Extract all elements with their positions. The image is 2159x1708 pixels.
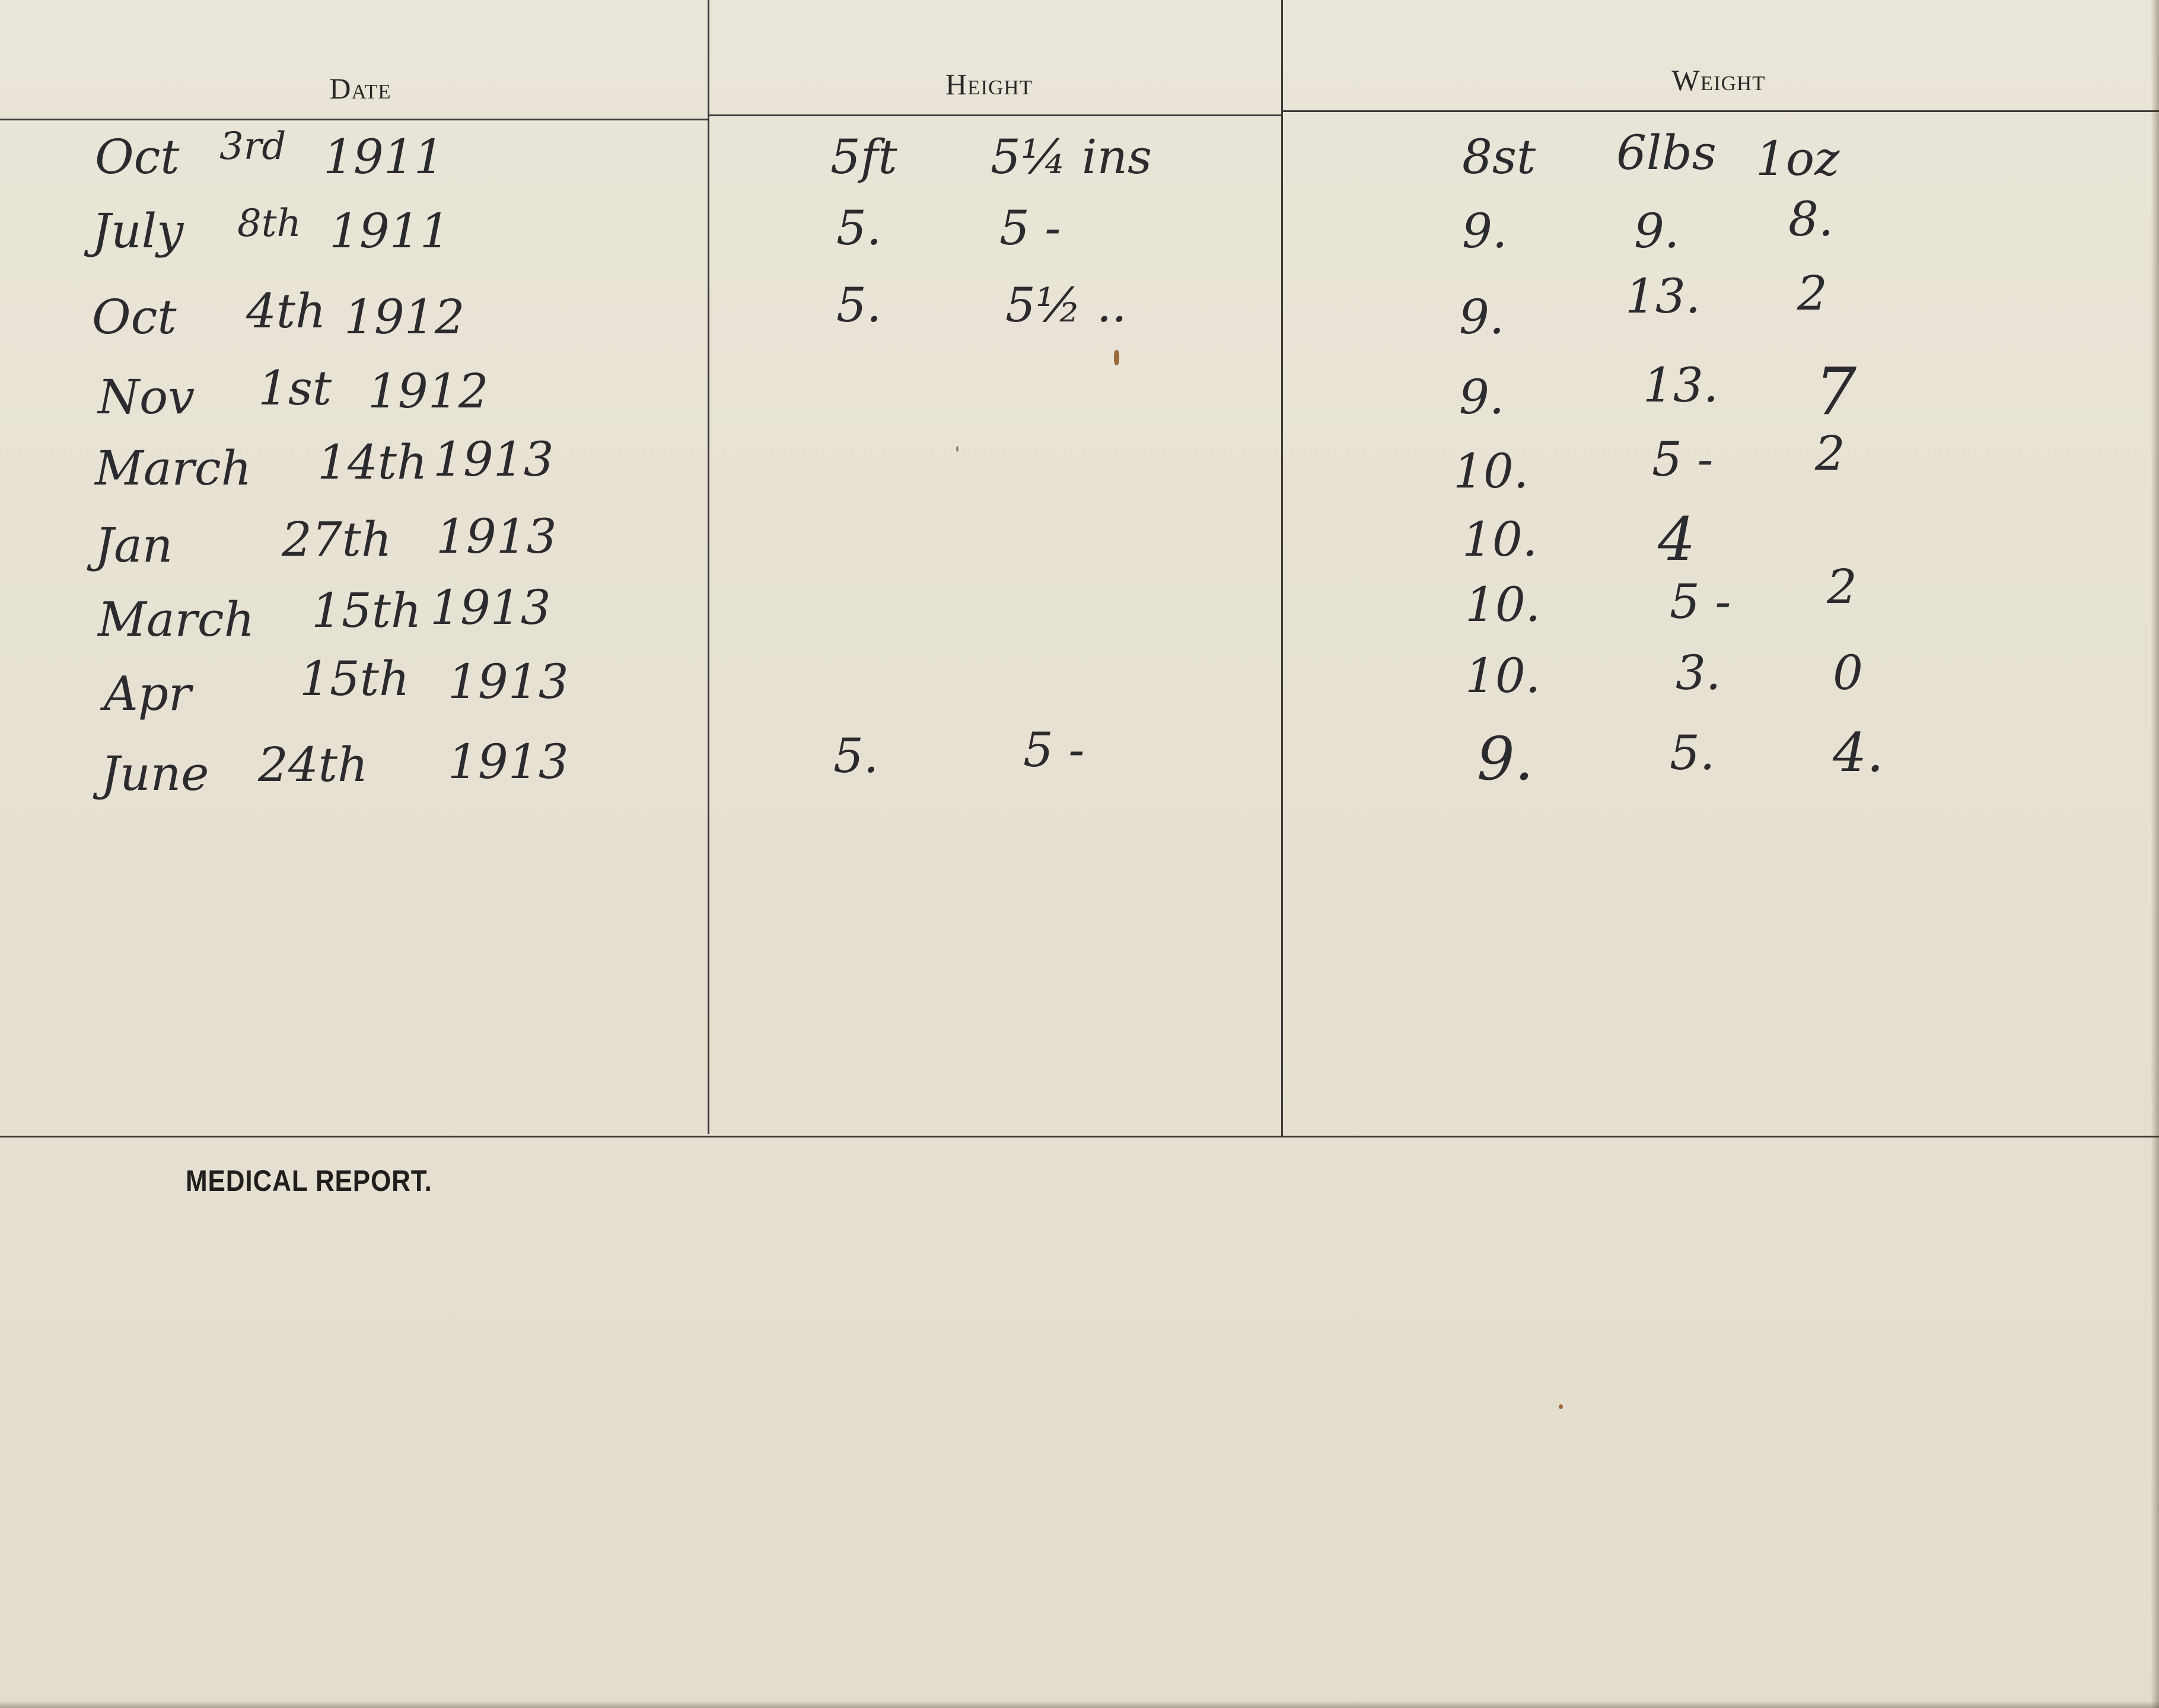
weight-stone: 9.: [1459, 369, 1505, 425]
height-column-header: Height: [945, 68, 1033, 101]
column-divider-height-weight: [1281, 0, 1283, 1137]
weight-ounces: 8.: [1788, 192, 1834, 247]
date-year: 1911: [323, 129, 444, 184]
height-inches: 5 -: [1023, 722, 1085, 777]
date-month: Apr: [104, 666, 192, 721]
paper-speck: [1114, 350, 1119, 365]
date-day: 4th: [246, 283, 326, 339]
date-year: 1912: [368, 364, 489, 419]
date-day: 15th: [311, 583, 422, 638]
weight-stone: 8st: [1462, 129, 1536, 184]
date-month: June: [101, 746, 209, 801]
header-rule-date: [0, 119, 708, 120]
date-month: Oct: [92, 289, 177, 345]
date-month: Jan: [95, 518, 173, 573]
weight-ounces: 2: [1827, 559, 1857, 614]
date-day: 1st: [258, 361, 332, 416]
weight-pounds: 5 -: [1652, 432, 1714, 487]
date-year: 1913: [448, 734, 569, 789]
weight-pounds: 4: [1658, 505, 1696, 574]
date-day: 14th: [317, 435, 428, 490]
date-year: 1913: [433, 432, 554, 487]
weight-pounds: 5.: [1670, 725, 1715, 780]
weight-stone: 10.: [1465, 577, 1541, 632]
weight-stone: 9.: [1477, 724, 1534, 794]
weight-pounds: 13.: [1643, 358, 1719, 413]
weight-stone: 10.: [1465, 648, 1541, 703]
weight-pounds: 5 -: [1670, 574, 1731, 629]
date-month: March: [95, 441, 252, 496]
weight-ounces: 2: [1797, 266, 1827, 321]
card-edge-shadow: [0, 1701, 2159, 1708]
weight-ounces: 7: [1815, 353, 1857, 429]
date-day: 15th: [300, 651, 410, 706]
date-day: 27th: [282, 512, 392, 567]
weight-stone: 9.: [1459, 289, 1505, 345]
table-bottom-rule: [0, 1136, 2159, 1137]
weight-ounces: 1oz: [1756, 131, 1840, 186]
medical-report-label: MEDICAL REPORT.: [186, 1164, 432, 1197]
height-feet: 5.: [833, 728, 879, 783]
card-edge-shadow: [2151, 0, 2159, 1708]
header-rule-weight: [1281, 110, 2159, 112]
height-feet: 5.: [836, 200, 882, 256]
date-year: 1912: [344, 289, 465, 345]
weight-ounces: 4.: [1833, 722, 1884, 784]
date-column-header: Date: [329, 72, 391, 105]
date-day: 24th: [258, 737, 368, 792]
weight-ounces: 0: [1833, 645, 1863, 700]
date-year: 1913: [448, 654, 569, 709]
weight-pounds: 13.: [1625, 269, 1701, 324]
height-inches: 5¼ ins: [991, 129, 1152, 184]
weight-stone: 9.: [1462, 203, 1508, 259]
height-feet: 5ft: [830, 129, 897, 184]
height-inches: 5 -: [999, 200, 1061, 256]
weight-pounds: 6lbs: [1616, 125, 1717, 180]
weight-pounds: 3.: [1676, 645, 1721, 700]
height-inches: 5½ ..: [1005, 278, 1127, 333]
column-divider-date-height: [708, 0, 709, 1134]
date-month: Nov: [98, 369, 195, 425]
weight-column-header: Weight: [1671, 63, 1766, 97]
height-feet: 5.: [836, 278, 882, 333]
date-day: 3rd: [219, 125, 286, 168]
date-year: 1913: [436, 509, 557, 564]
date-month: July: [92, 203, 184, 259]
date-year: 1911: [329, 203, 450, 259]
weight-ounces: 2: [1815, 426, 1845, 481]
paper-speck: [1559, 1404, 1563, 1409]
weight-pounds: 9.: [1634, 203, 1680, 259]
header-rule-height: [708, 114, 1281, 116]
date-month: Oct: [95, 129, 180, 184]
date-day: 8th: [237, 202, 301, 246]
paper-speck: [956, 446, 959, 452]
weight-stone: 10.: [1453, 444, 1529, 499]
date-year: 1913: [430, 580, 551, 635]
date-month: March: [98, 592, 255, 647]
weight-stone: 10.: [1462, 512, 1538, 567]
